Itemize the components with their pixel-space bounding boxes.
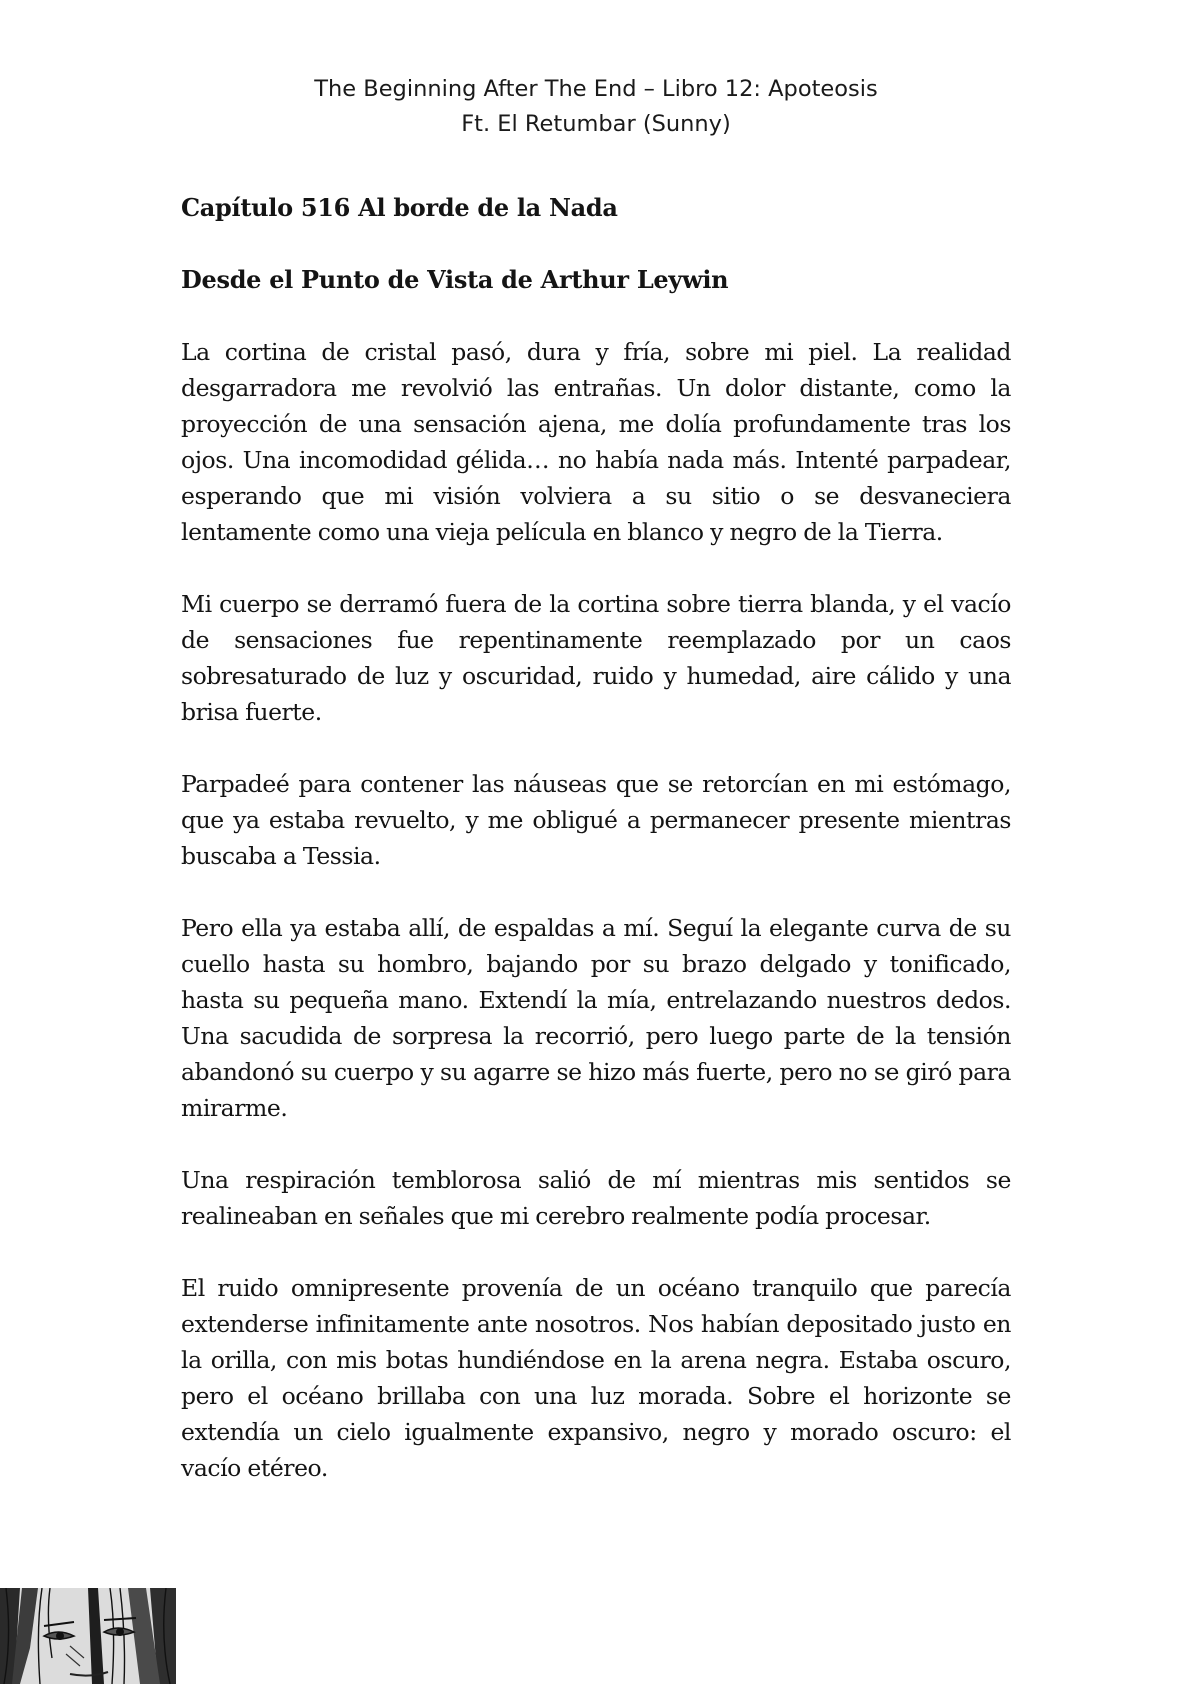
paragraph: Mi cuerpo se derramó fuera de la cortina sobre tierra blanda, y el vacío de sensaciones fue repentinamente reemplazado por un caos sobresaturado de luz y oscuridad, ruido y humedad, aire cálido y una brisa fuerte.: [181, 590, 1011, 726]
header-book-title: The Beginning After The End – Libro 12: Apoteosis: [314, 76, 878, 102]
document-body: [181, 190, 1011, 1522]
paragraph: Parpadeé para contener las náuseas que se retorcían en mi estómago, que ya estaba revuelto, y me obligué a permanecer presente mientras buscaba a Tessia.: [181, 770, 1011, 870]
page-header: [0, 72, 1192, 142]
paragraph: Una respiración temblorosa salió de mí mientras mis sentidos se realineaban en señales que mi cerebro realmente podía procesar.: [181, 1166, 1011, 1230]
paragraph: El ruido omnipresente provenía de un océano tranquilo que parecía extenderse infinitamente ante nosotros. Nos habían depositado justo en la orilla, con mis botas hundiéndose en la arena negra. Estaba oscuro, pero el océano brillaba con una luz morada. Sobre el horizonte se extendía un cielo igualmente expansivo, negro y morado oscuro: el vacío etéreo.: [181, 1274, 1011, 1482]
pov-heading: Desde el Punto de Vista de Arthur Leywin: [181, 265, 729, 294]
paragraph: La cortina de cristal pasó, dura y fría, sobre mi piel. La realidad desgarradora me revolvió las entrañas. Un dolor distante, como la proyección de una sensación ajena, me dolía profundamente tras los ojos. Una incomodidad gélida… no había nada más. Intenté parpadear, esperando que mi visión volviera a su sitio o se desvaneciera lentamente como una vieja película en blanco y negro de la Tierra.: [181, 338, 1011, 546]
manga-illustration-thumbnail: [0, 1588, 176, 1684]
header-credit: Ft. El Retumbar (Sunny): [461, 111, 731, 137]
chapter-title: Capítulo 516 Al borde de la Nada: [181, 193, 618, 222]
character-face-illustration: [0, 1588, 176, 1684]
paragraph: Pero ella ya estaba allí, de espaldas a mí. Seguí la elegante curva de su cuello hasta su hombro, bajando por su brazo delgado y tonificado, hasta su pequeña mano. Extendí la mía, entrelazando nuestros dedos. Una sacudida de sorpresa la recorrió, pero luego parte de la tensión abandonó su cuerpo y su agarre se hizo más fuerte, pero no se giró para mirarme.: [181, 914, 1011, 1122]
